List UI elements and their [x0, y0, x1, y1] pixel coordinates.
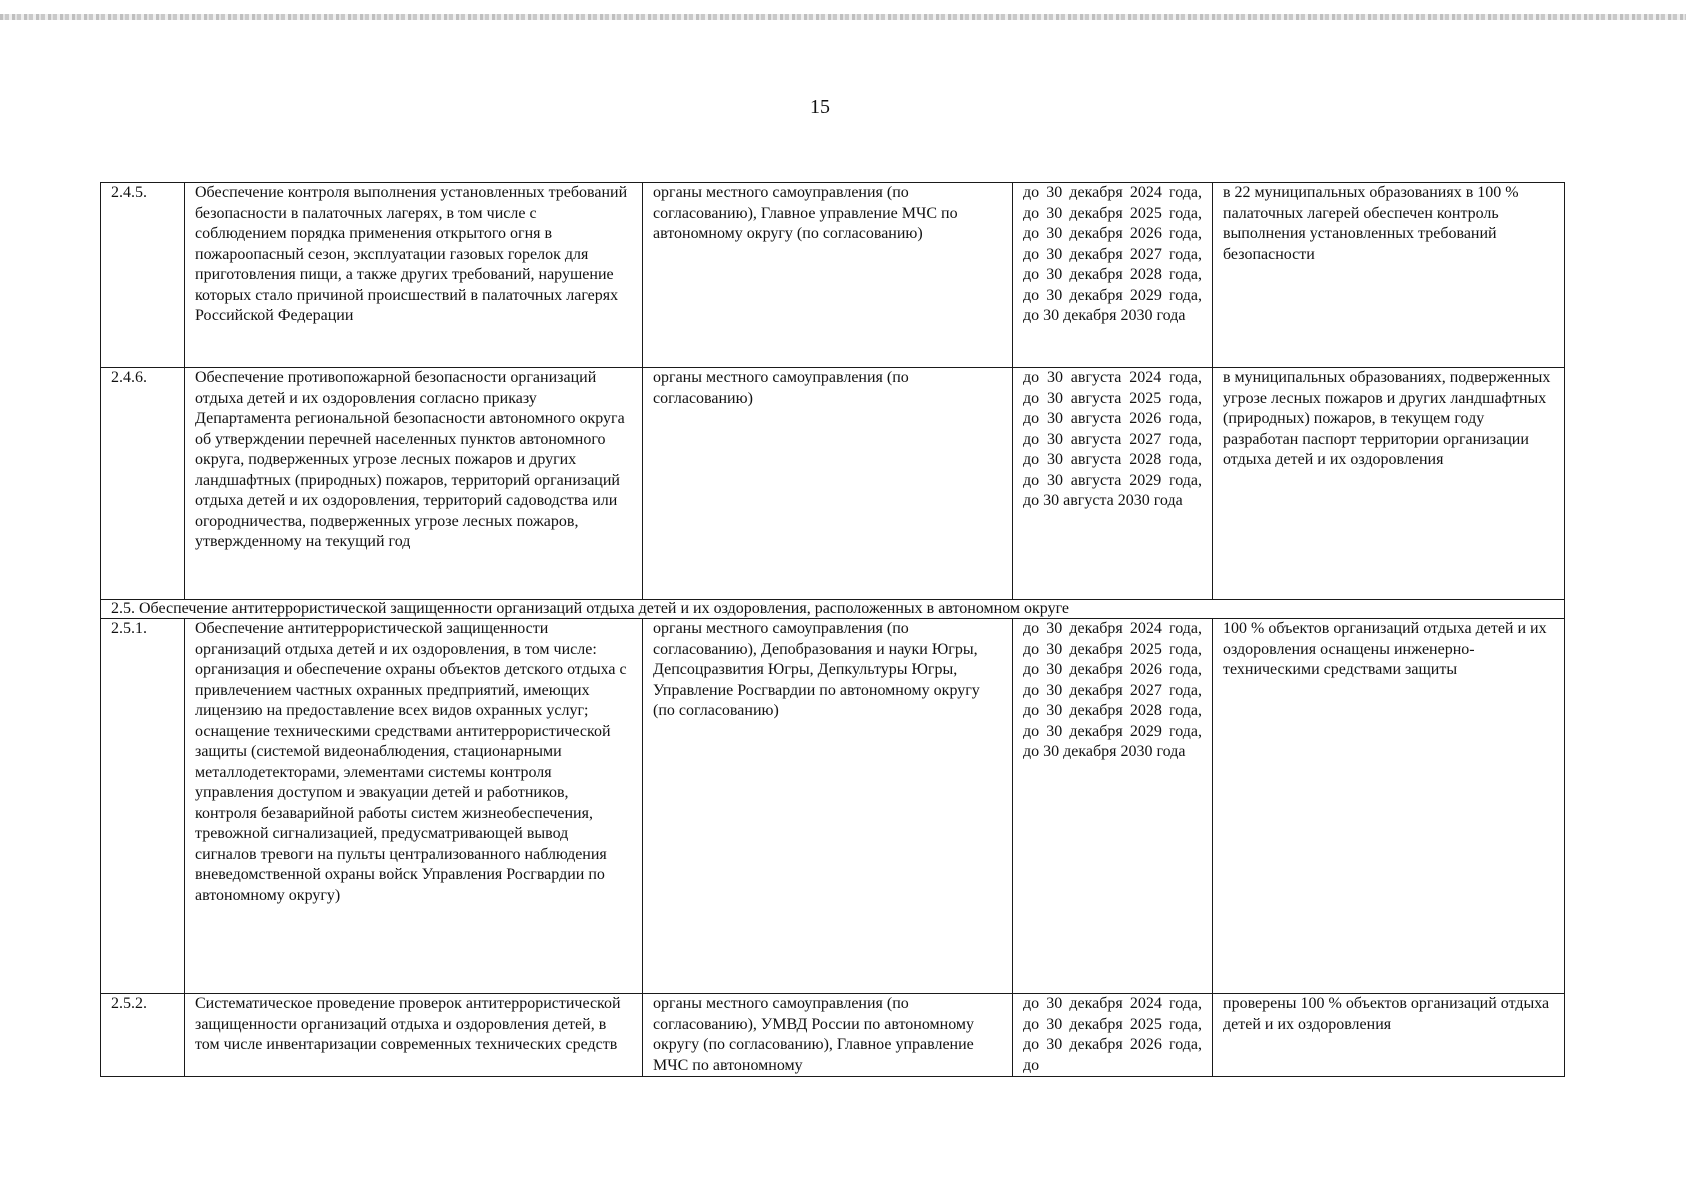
table-row — [101, 994, 1565, 1077]
result-cell: 100 % объектов организаций отдыха детей и их оздоровления оснащены инженерно-техническими средствами защиты — [1213, 619, 1565, 994]
table-row — [101, 368, 1565, 600]
result-cell: в муниципальных образованиях, подверженных угрозе лесных пожаров и других ландшафтных (природных) пожаров, в текущем году разработан паспорт территории организации отдыха детей и их оздоровления — [1213, 368, 1565, 600]
measures-table — [100, 182, 1565, 1077]
measure-cell: Обеспечение контроля выполнения установленных требований безопасности в палаточных лагерях, в том числе с соблюдением порядка применения открытого огня в пожароопасный сезон, эксплуатации газовых горелок для приготовления пищи, а также других требований, нарушение которых стало причиной происшествий в палаточных лагерях Российской Федерации — [185, 183, 643, 368]
scan-top-edge — [0, 14, 1686, 20]
table-row — [101, 183, 1565, 368]
responsible-cell: органы местного самоуправления (по согласованию), УМВД России по автономному округу (по согласованию), Главное управление МЧС по автономному — [643, 994, 1013, 1077]
row-number: 2.4.6. — [101, 368, 185, 600]
row-number: 2.5.2. — [101, 994, 185, 1077]
result-cell: проверены 100 % объектов организаций отдыха детей и их оздоровления — [1213, 994, 1565, 1077]
measure-cell: Обеспечение антитеррористической защищенности организаций отдыха детей и их оздоровления, в том числе: организация и обеспечение охраны объектов детского отдыха с привлечением частных охранных предприятий, имеющих лицензию на предоставление всех видов охранных услуг; оснащение техническими средствами антитеррористической защиты (системой видеонаблюдения, стационарными металлодетекторами, элементами системы контроля управления доступом и эвакуации детей и работников, контроля безаварийной работы систем жизнеобеспечения, тревожной сигнализацией, предусматривающей вывод сигналов тревоги на пульты централизованного наблюдения вневедомственной охраны войск Управления Росгвардии по автономному округу) — [185, 619, 643, 994]
row-number: 2.4.5. — [101, 183, 185, 368]
section-heading: 2.5. Обеспечение антитеррористической защищенности организаций отдыха детей и их оздоровления, расположенных в автономном округе — [101, 600, 1565, 619]
result-cell: в 22 муниципальных образованиях в 100 % палаточных лагерей обеспечен контроль выполнения установленных требований безопасности — [1213, 183, 1565, 368]
deadline-cell: до 30 декабря 2024 года, до 30 декабря 2025 года, до 30 декабря 2026 года, до 30 декабря 2027 года, до 30 декабря 2028 года, до 30 декабря 2029 года, до 30 декабря 2030 года — [1013, 183, 1213, 368]
responsible-cell: органы местного самоуправления (по согласованию), Главное управление МЧС по автономному округу (по согласованию) — [643, 183, 1013, 368]
measure-cell: Обеспечение противопожарной безопасности организаций отдыха детей и их оздоровления согласно приказу Департамента региональной безопасности автономного округа об утверждении перечней населенных пунктов автономного округа, подверженных угрозе лесных пожаров и других ландшафтных (природных) пожаров, территорий организаций отдыха детей и их оздоровления, территорий садоводства или огородничества, подверженных угрозе лесных пожаров, утвержденному на текущий год — [185, 368, 643, 600]
table-row — [101, 619, 1565, 994]
row-number: 2.5.1. — [101, 619, 185, 994]
page-number: 15 — [810, 96, 830, 118]
measure-cell: Систематическое проведение проверок антитеррористической защищенности организаций отдыха и оздоровления детей, в том числе инвентаризации современных технических средств — [185, 994, 643, 1077]
responsible-cell: органы местного самоуправления (по согласованию) — [643, 368, 1013, 600]
deadline-cell: до 30 декабря 2024 года, до 30 декабря 2025 года, до 30 декабря 2026 года, до 30 декабря 2027 года, до 30 декабря 2028 года, до 30 декабря 2029 года, до 30 декабря 2030 года — [1013, 619, 1213, 994]
section-heading-row — [101, 600, 1565, 619]
deadline-cell: до 30 августа 2024 года, до 30 августа 2025 года, до 30 августа 2026 года, до 30 августа 2027 года, до 30 августа 2028 года, до 30 августа 2029 года, до 30 августа 2030 года — [1013, 368, 1213, 600]
responsible-cell: органы местного самоуправления (по согласованию), Депобразования и науки Югры, Депсоцразвития Югры, Депкультуры Югры, Управление Росгвардии по автономному округу (по согласованию) — [643, 619, 1013, 994]
deadline-cell: до 30 декабря 2024 года, до 30 декабря 2025 года, до 30 декабря 2026 года, до — [1013, 994, 1213, 1077]
